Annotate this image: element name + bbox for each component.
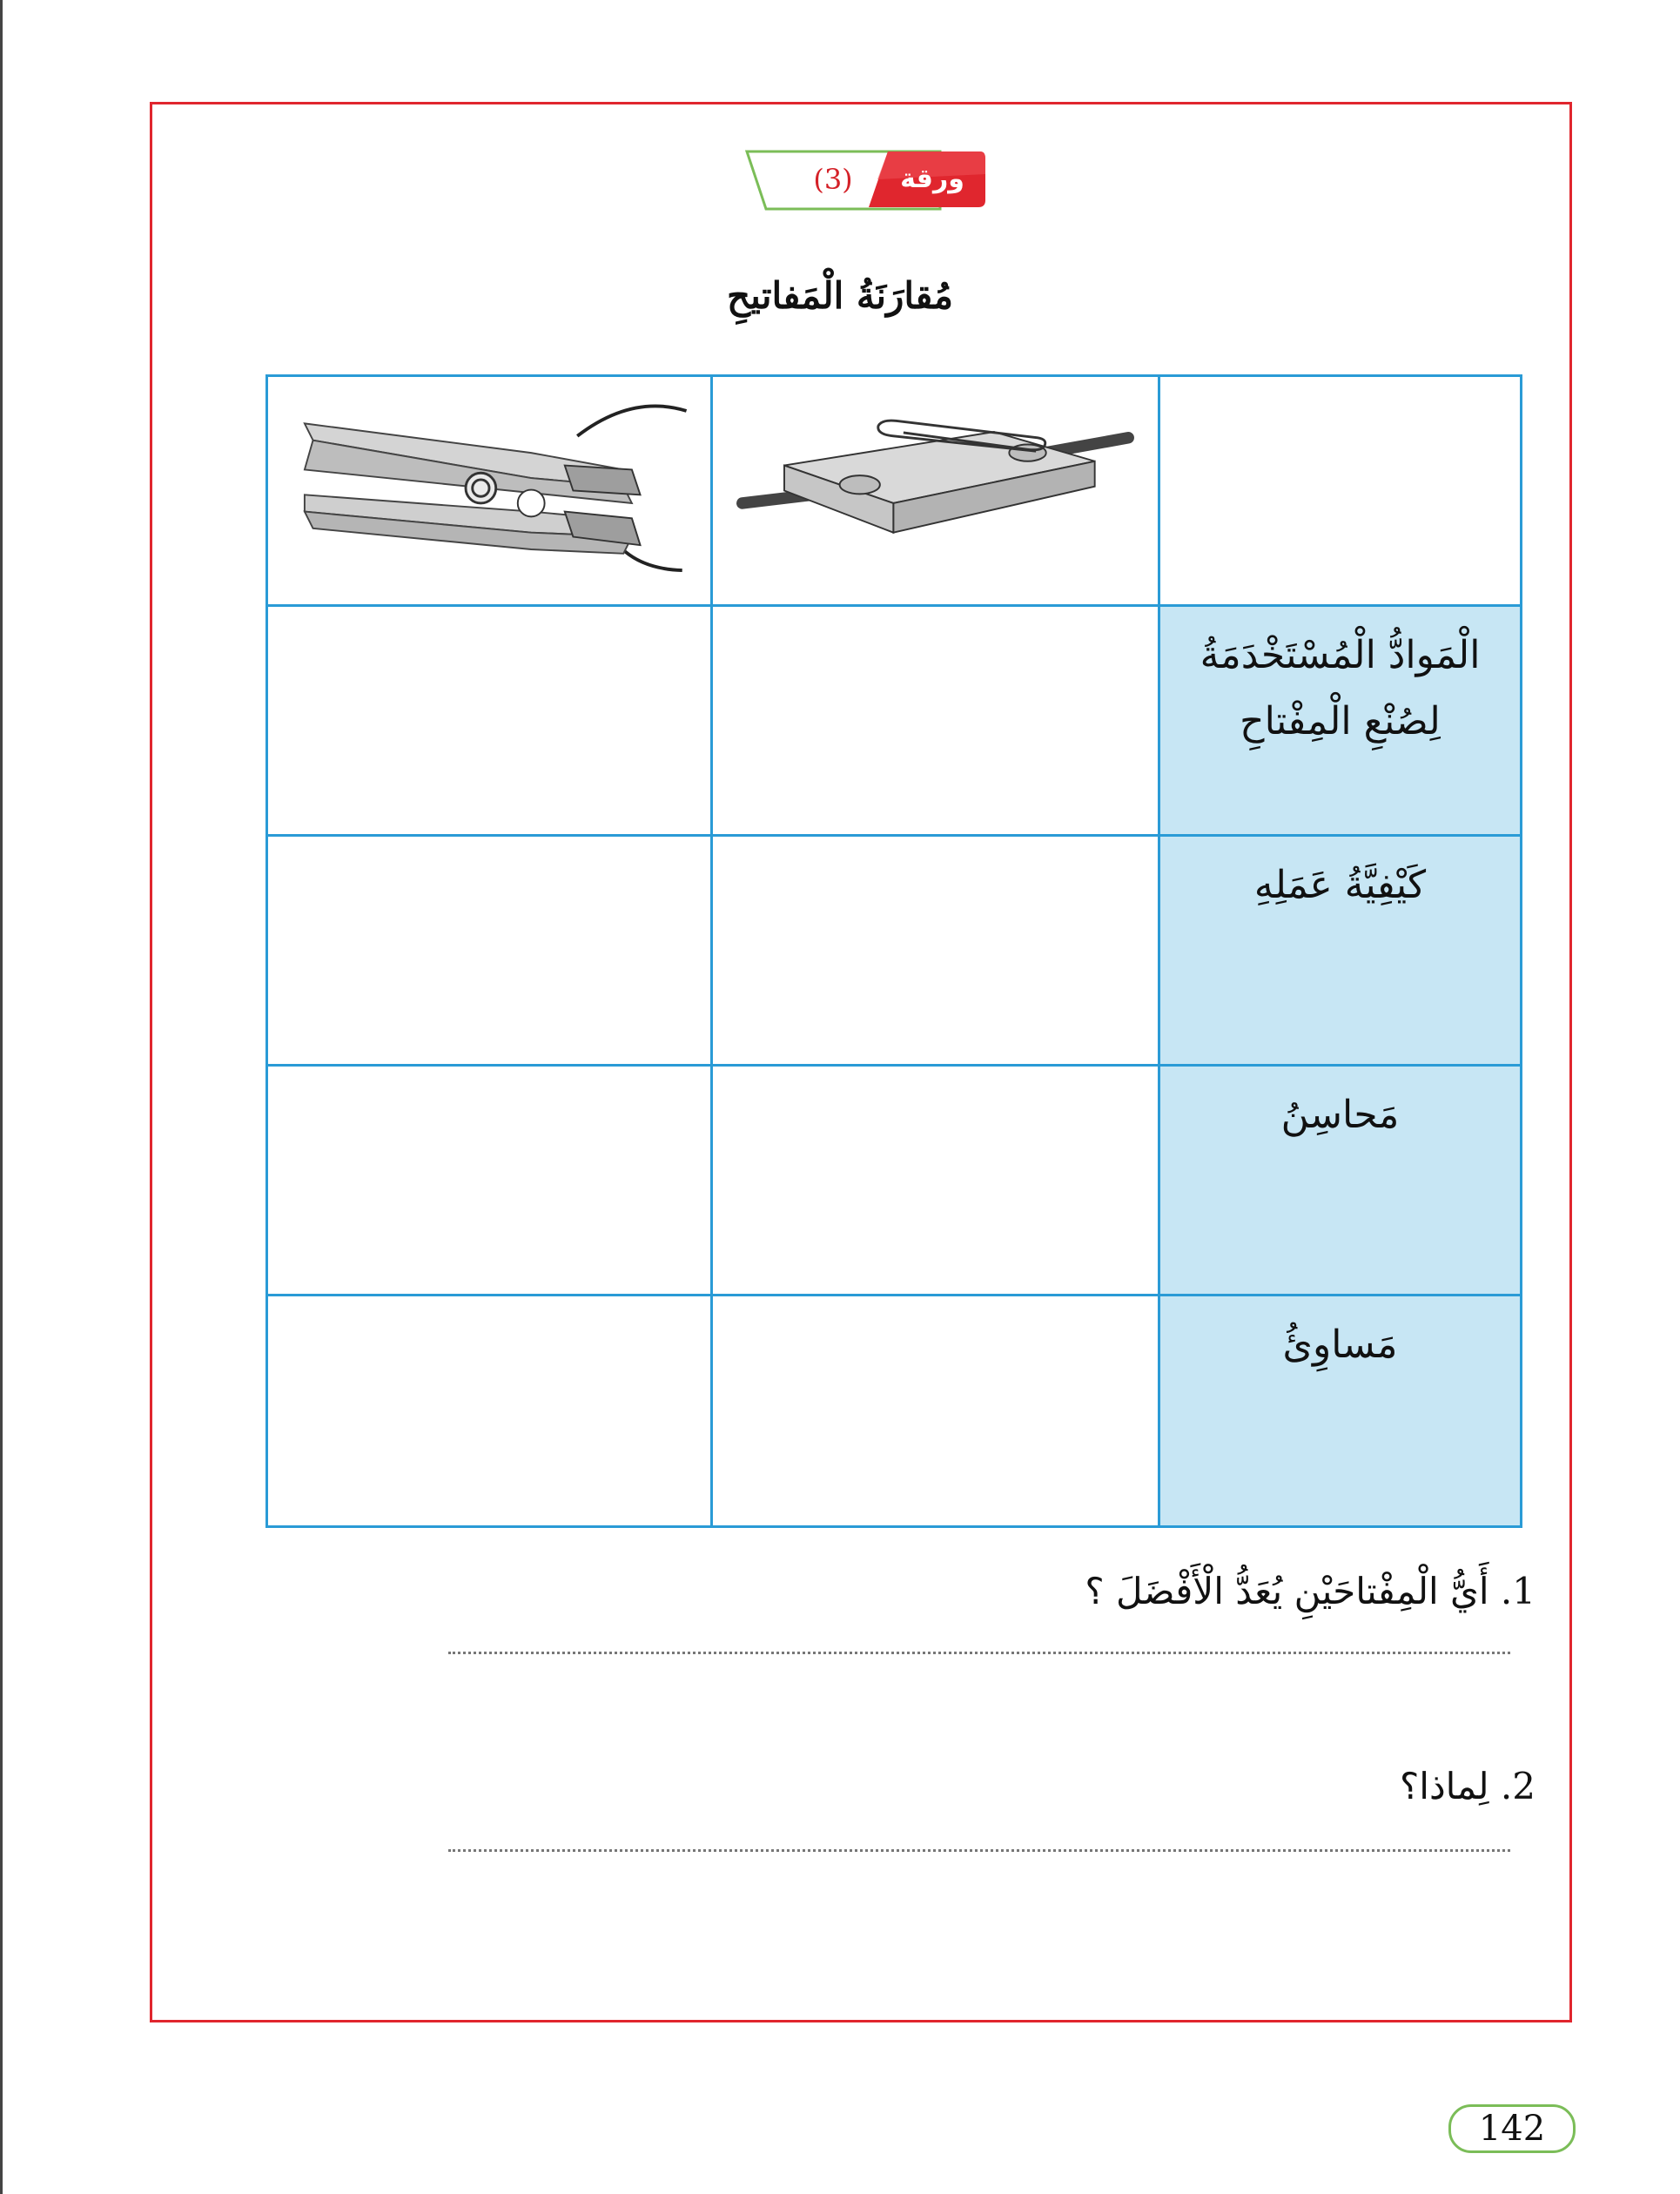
answer-cell[interactable] xyxy=(710,1294,1160,1528)
image-cell-clothespin xyxy=(265,374,713,607)
row-header-label: مَساوِئُ xyxy=(1282,1322,1398,1367)
answer-cell[interactable] xyxy=(710,604,1160,837)
question-2: 2. لِماذا؟ xyxy=(1400,1765,1536,1807)
clothespin-switch-image xyxy=(277,386,702,596)
worksheet-number: (3) xyxy=(813,163,853,196)
page-edge-rule xyxy=(0,0,3,2194)
row-header-label: لِصُنْعِ الْمِفْتاحِ xyxy=(1240,699,1441,744)
answer-cell[interactable] xyxy=(265,1064,713,1296)
row-header-how-it-works xyxy=(1158,834,1522,1067)
paperclip-switch-image xyxy=(722,386,1149,596)
answer-cell[interactable] xyxy=(265,1294,713,1528)
question-1: 1. أَيُّ الْمِفْتاحَيْنِ يُعَدُّ الْأَفْضَلَ ؟ xyxy=(1085,1570,1536,1612)
page-title: مُقارَنَةُ الْمَفاتيحِ xyxy=(727,274,953,317)
row-header-advantages xyxy=(1158,1064,1522,1296)
row-header-materials xyxy=(1158,604,1522,837)
answer-line-2[interactable] xyxy=(448,1849,1510,1852)
row-header-disadvantages xyxy=(1158,1294,1522,1528)
image-cell-paperclip xyxy=(710,374,1160,607)
answer-cell[interactable] xyxy=(265,604,713,837)
worksheet-badge xyxy=(738,148,987,239)
comparison-table xyxy=(265,374,1522,1528)
row-header-label: مَحاسِنُ xyxy=(1280,1093,1400,1137)
answer-cell[interactable] xyxy=(710,1064,1160,1296)
worksheet-label: ورقة عمل xyxy=(900,164,964,239)
empty-corner-cell xyxy=(1158,374,1522,607)
answer-cell[interactable] xyxy=(265,834,713,1067)
answer-cell[interactable] xyxy=(710,834,1160,1067)
page-number: 142 xyxy=(1448,2104,1576,2153)
row-header-label: كَيْفِيَّةُ عَمَلِهِ xyxy=(1253,863,1427,907)
row-header-label: الْمَوادُّ الْمُسْتَخْدَمَةُ xyxy=(1200,633,1481,677)
answer-line-1[interactable] xyxy=(448,1652,1510,1654)
